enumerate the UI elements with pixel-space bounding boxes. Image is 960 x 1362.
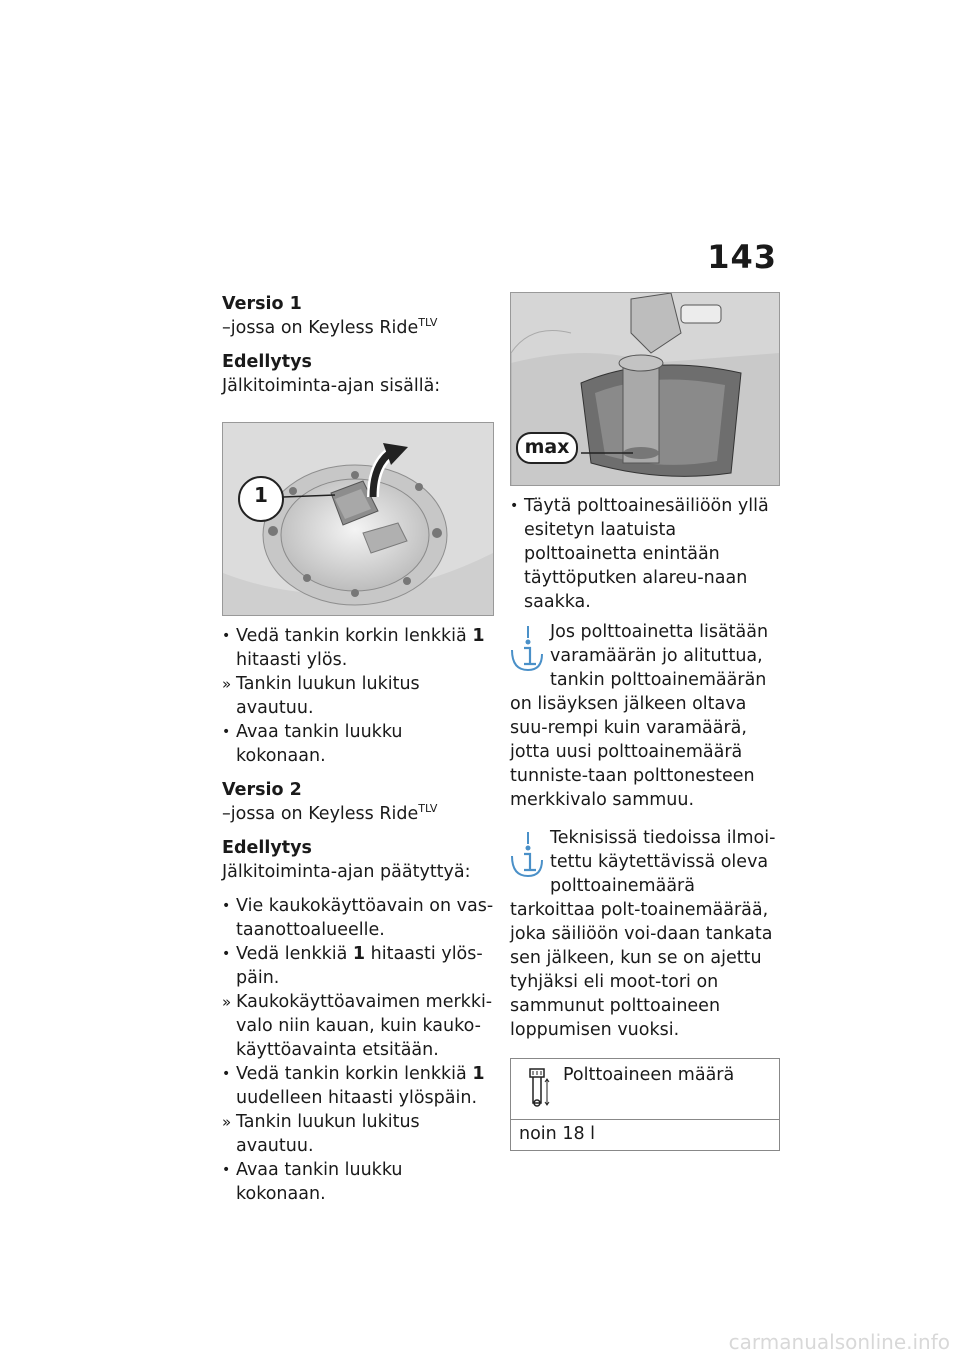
precondition1-title: Edellytys [222,352,312,372]
page-number: 143 [707,238,777,276]
fuel-quantity-header [511,1059,779,1120]
info-icon [510,624,544,672]
version1-subtitle [222,316,494,340]
result-key-light: » Kaukokäyttöavaimen merkki-valo niin kauan, kuin kauko-käyttöavainta etsitään. [222,992,493,1060]
step-move-key: • Vie kaukokäyttöavain on vas-taanottoalueelle. [222,896,494,940]
fuel-cap-illustration [223,423,493,615]
fuel-quantity-title: Polttoaineen määrä [563,1065,735,1085]
right-column [510,292,780,1151]
fuel-quantity-icon [525,1067,551,1109]
step-fill-fuel: • Täytä polttoainesäiliöön yllä esitetyn laatuista polttoainetta enintään täyttöputken alareu-naan saakka. [510,496,769,612]
watermark: carmanualsonline.info [728,1330,950,1354]
max-label: max [524,436,570,458]
version2-subtitle-text: –jossa on Keyless Ride [222,804,419,824]
fuel-quantity-table [510,1058,780,1151]
note-reserve [510,620,780,812]
step-pull-loop-again: • Vedä tankin korkin lenkkiä 1 uudelleen hitaasti ylöspäin. [222,1064,485,1108]
steps-version2 [222,894,494,1206]
precondition1-text: Jälkitoiminta-ajan sisällä: [222,376,441,396]
step-pull-loop: • Vedä tankin korkin lenkkiä 1 hitaasti ylös. [222,626,485,670]
left-column [222,292,494,1206]
note-capacity [510,826,780,1042]
version2-subtitle [222,802,494,826]
version1-title: Versio 1 [222,294,302,314]
filler-neck-figure [510,292,780,486]
step-open-flap: • Avaa tankin luukku kokonaan. [222,722,403,766]
version1-sup: TLV [418,316,438,330]
version2-sup: TLV [418,802,438,816]
fill-step-list [510,494,780,614]
fuel-cap-figure [222,422,494,616]
result-lock-opens: » Tankin luukun lukitus avautuu. [222,674,420,718]
precondition2-text: Jälkitoiminta-ajan päätyttyä: [222,862,471,882]
steps-version1 [222,624,494,768]
precondition2-title: Edellytys [222,838,312,858]
callout-1: 1 [254,483,268,507]
info-icon [510,830,544,878]
step-pull-loop-up: • Vedä lenkkiä 1 hitaasti ylös-päin. [222,944,483,988]
fuel-quantity-value: noin 18 l [519,1124,596,1144]
result-lock-opens-2: » Tankin luukun lukitus avautuu. [222,1112,420,1156]
version2-title: Versio 2 [222,780,302,800]
note-capacity-text: Teknisissä tiedoissa ilmoi-tettu käytettävissä oleva polttoainemäärä tarkoittaa polt-toainemäärää, joka säiliöön voi-daan tankata sen jälkeen, kun se on ajettu tyhjäksi eli moot-tori on sammunut polttoaineen loppumisen vuoksi. [510,828,776,1040]
version1-subtitle-text: –jossa on Keyless Ride [222,318,419,338]
note-reserve-text: Jos polttoainetta lisätään varamäärän jo alituttua, tankin polttoainemäärän on lisäyksen jälkeen oltava suu-rempi kuin varamäärä, jotta uusi polttoainemäärä tunniste-taan polttonesteen merkkivalo sammuu. [510,622,769,810]
step-open-flap-2: • Avaa tankin luukku kokonaan. [222,1160,403,1204]
